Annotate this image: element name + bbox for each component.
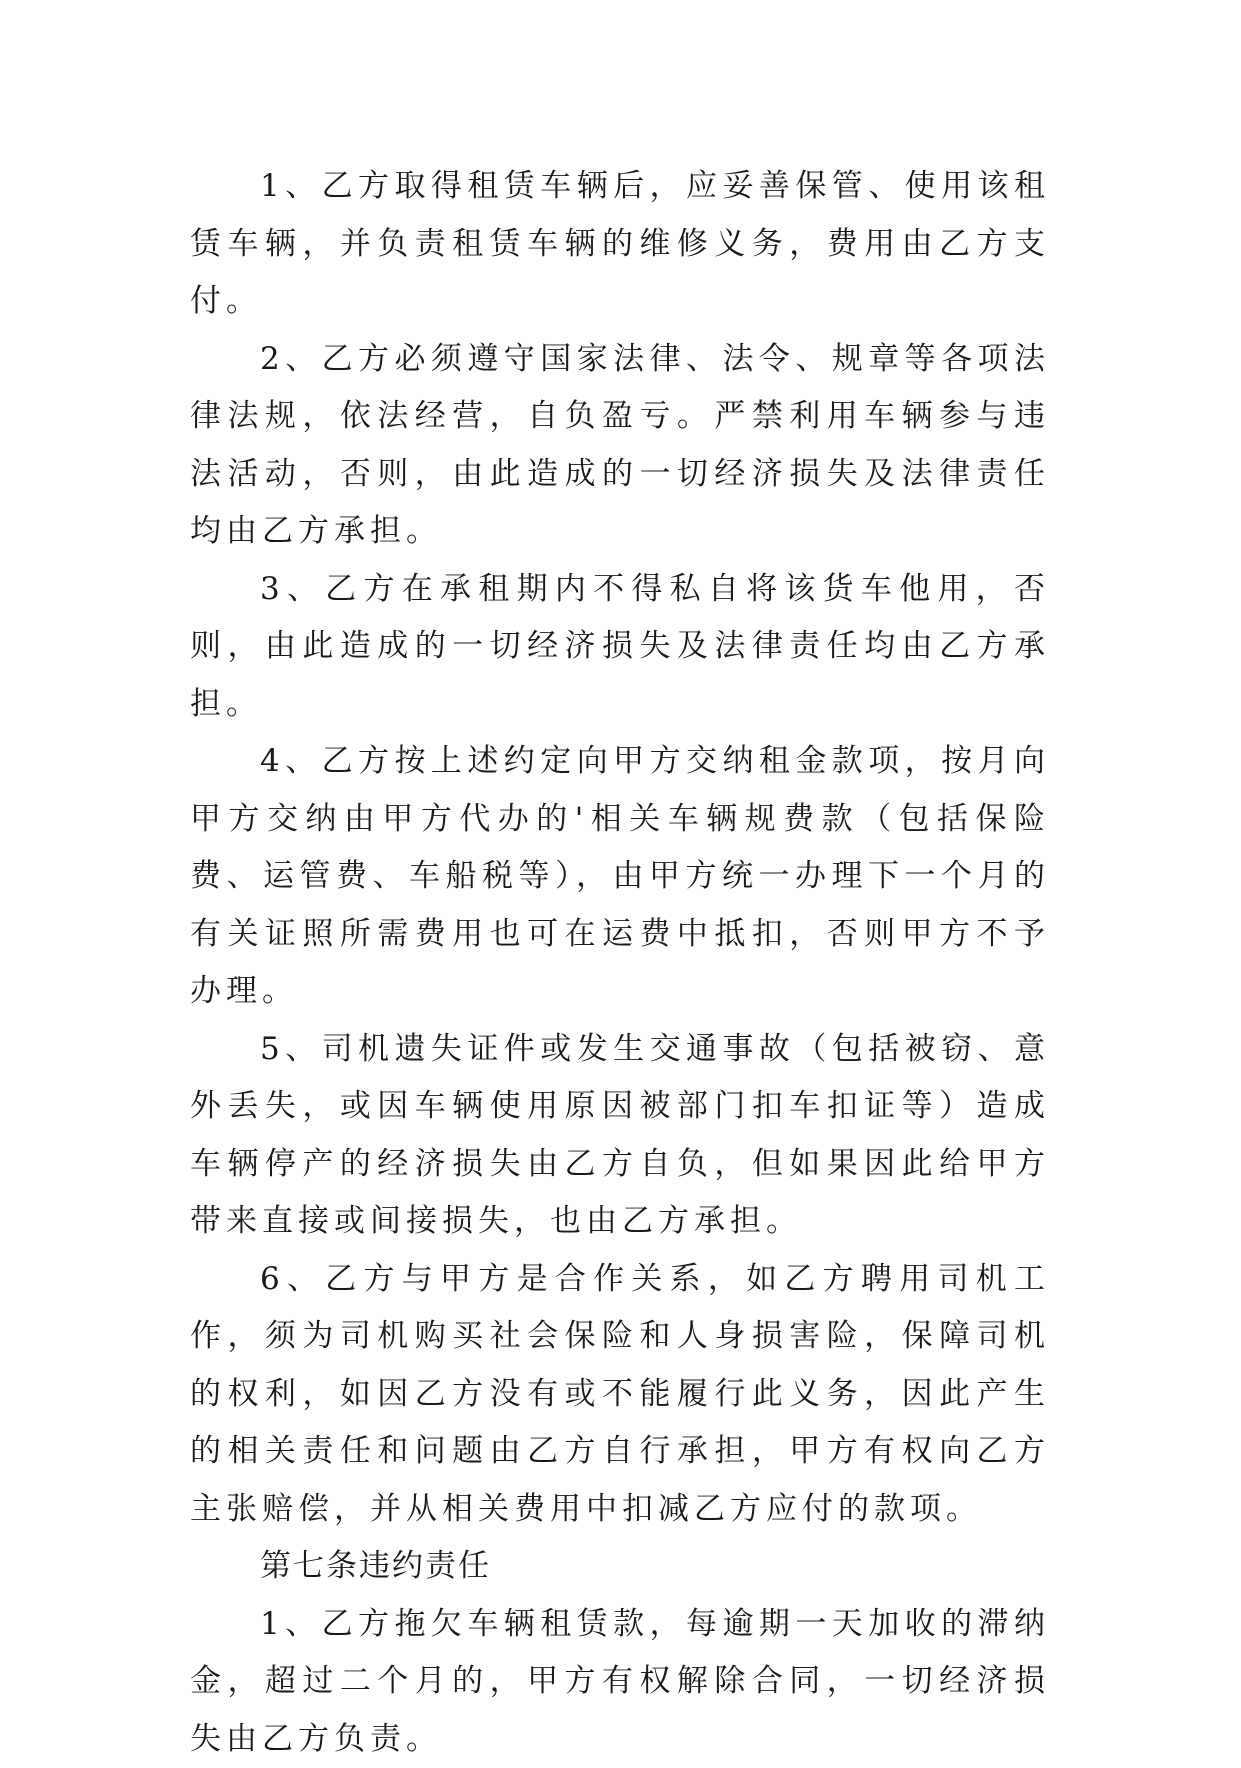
clause-paragraph-5: 5、司机遗失证件或发生交通事故（包括被窃、意外丢失，或因车辆使用原因被部门扣车扣证等）造成车辆停产的经济损失由乙方自负，但如果因此给甲方带来直接或间接损失，也由乙方承担。 <box>190 1021 1050 1251</box>
clause-paragraph-6: 6、乙方与甲方是合作关系，如乙方聘用司机工作，须为司机购买社会保险和人身损害险，保障司机的权利，如因乙方没有或不能履行此义务，因此产生的相关责任和问题由乙方自行承担，甲方有权向乙方主张赔偿，并从相关费用中扣减乙方应付的款项。 <box>190 1251 1050 1539</box>
breach-paragraph-1: 1、乙方拖欠车辆租赁款，每逾期一天加收的滞纳金，超过二个月的，甲方有权解除合同，一切经济损失由乙方负责。 <box>190 1596 1050 1768</box>
clause-paragraph-4: 4、乙方按上述约定向甲方交纳租金款项，按月向甲方交纳由甲方代办的'相关车辆规费款（包括保险费、运管费、车船税等），由甲方统一办理下一个月的有关证照所需费用也可在运费中抵扣，否则甲方不予办理。 <box>190 733 1050 1021</box>
clause-paragraph-2: 2、乙方必须遵守国家法律、法令、规章等各项法律法规，依法经营，自负盈亏。严禁利用车辆参与违法活动，否则，由此造成的一切经济损失及法律责任均由乙方承担。 <box>190 331 1050 561</box>
section-heading: 第七条违约责任 <box>190 1538 1050 1596</box>
document-body <box>190 158 1050 1768</box>
clause-paragraph-3: 3、乙方在承租期内不得私自将该货车他用，否则，由此造成的一切经济损失及法律责任均由乙方承担。 <box>190 561 1050 734</box>
clause-paragraph-1: 1、乙方取得租赁车辆后，应妥善保管、使用该租赁车辆，并负责租赁车辆的维修义务，费用由乙方支付。 <box>190 158 1050 331</box>
